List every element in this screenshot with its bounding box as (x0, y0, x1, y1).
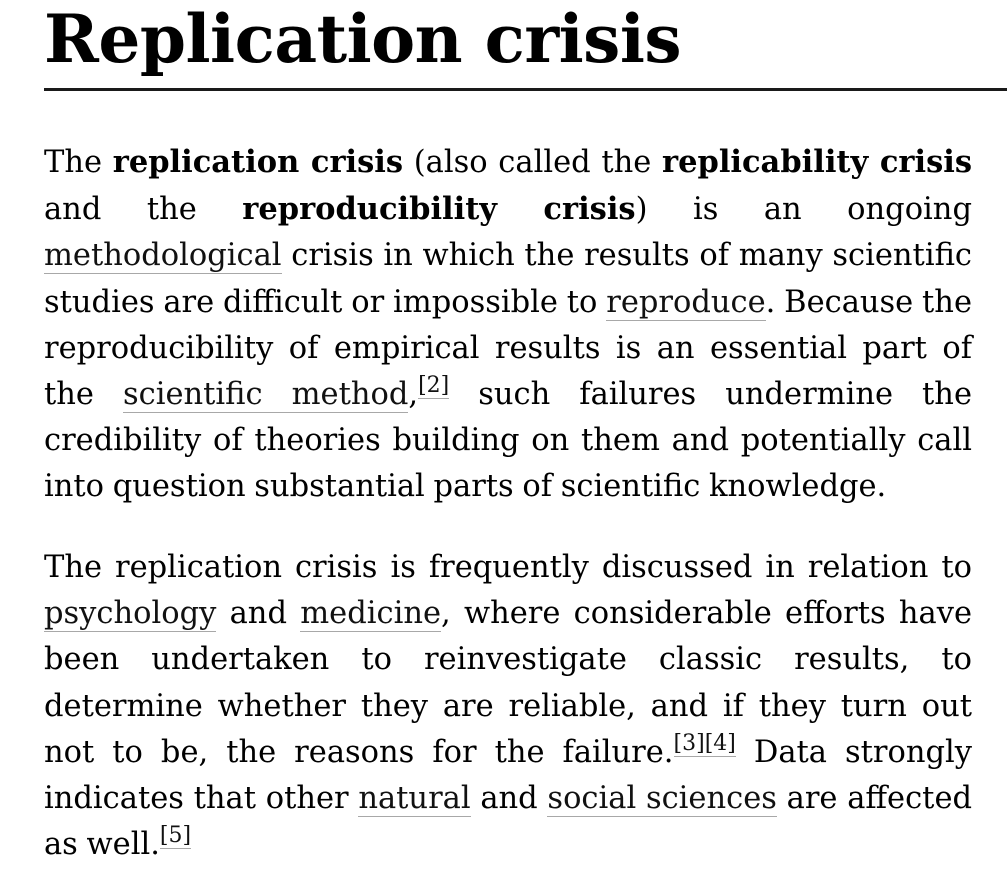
reference-2[interactable]: [2] (418, 373, 450, 399)
text-segment: The (44, 145, 113, 180)
link-scientific-method[interactable]: scientific method (122, 377, 409, 413)
text-segment: , (408, 377, 419, 413)
text-segment: crisis in which the results of many scientific studies are difficult or impossible to (44, 238, 972, 320)
bold-term-replication-crisis: replication crisis (112, 144, 404, 180)
link-medicine[interactable]: medicine (300, 596, 442, 632)
bold-term-reproducibility-crisis: reproducibility crisis (242, 191, 636, 228)
text-segment: (also called the (403, 145, 663, 180)
page-title: Replication crisis (44, 0, 682, 78)
text-segment: and (470, 781, 548, 817)
bold-term-replicability-crisis: replicability crisis (662, 144, 973, 180)
text-segment: . Because the reproducibility of empirical results is an essential part of the (44, 284, 973, 413)
link-natural-sciences[interactable]: natural (358, 781, 471, 817)
reference-3[interactable]: [3] (673, 730, 705, 756)
reference-5[interactable]: [5] (159, 823, 192, 849)
link-social-sciences[interactable]: social sciences (547, 781, 777, 817)
text-segment: The replication crisis is frequently discussed in relation to (44, 550, 972, 585)
text-segment: are affected as well. (44, 781, 973, 863)
intro-paragraph (44, 139, 972, 511)
text-segment: such failures undermine the credibility of theories building on them and potentially call into question substantial parts of scientific knowledge. (44, 377, 972, 505)
text-segment: , where considerable efforts have been undertaken to reinvestigate classic results, to determine whether they are reliable, and if they turn out not to be, the reasons for the failure. (44, 596, 972, 770)
link-psychology[interactable]: psychology (44, 596, 217, 632)
text-segment: Data strongly indicates that other (44, 734, 972, 817)
reference-4[interactable]: [4] (704, 730, 736, 756)
link-methodological[interactable]: methodological (44, 238, 282, 274)
text-segment: and (216, 596, 301, 632)
link-reproduce[interactable]: reproduce (606, 284, 766, 320)
title-divider (44, 88, 1007, 91)
text-segment: ) is an ongoing (635, 192, 972, 228)
second-paragraph (44, 545, 972, 868)
text-segment: and the (44, 192, 243, 228)
